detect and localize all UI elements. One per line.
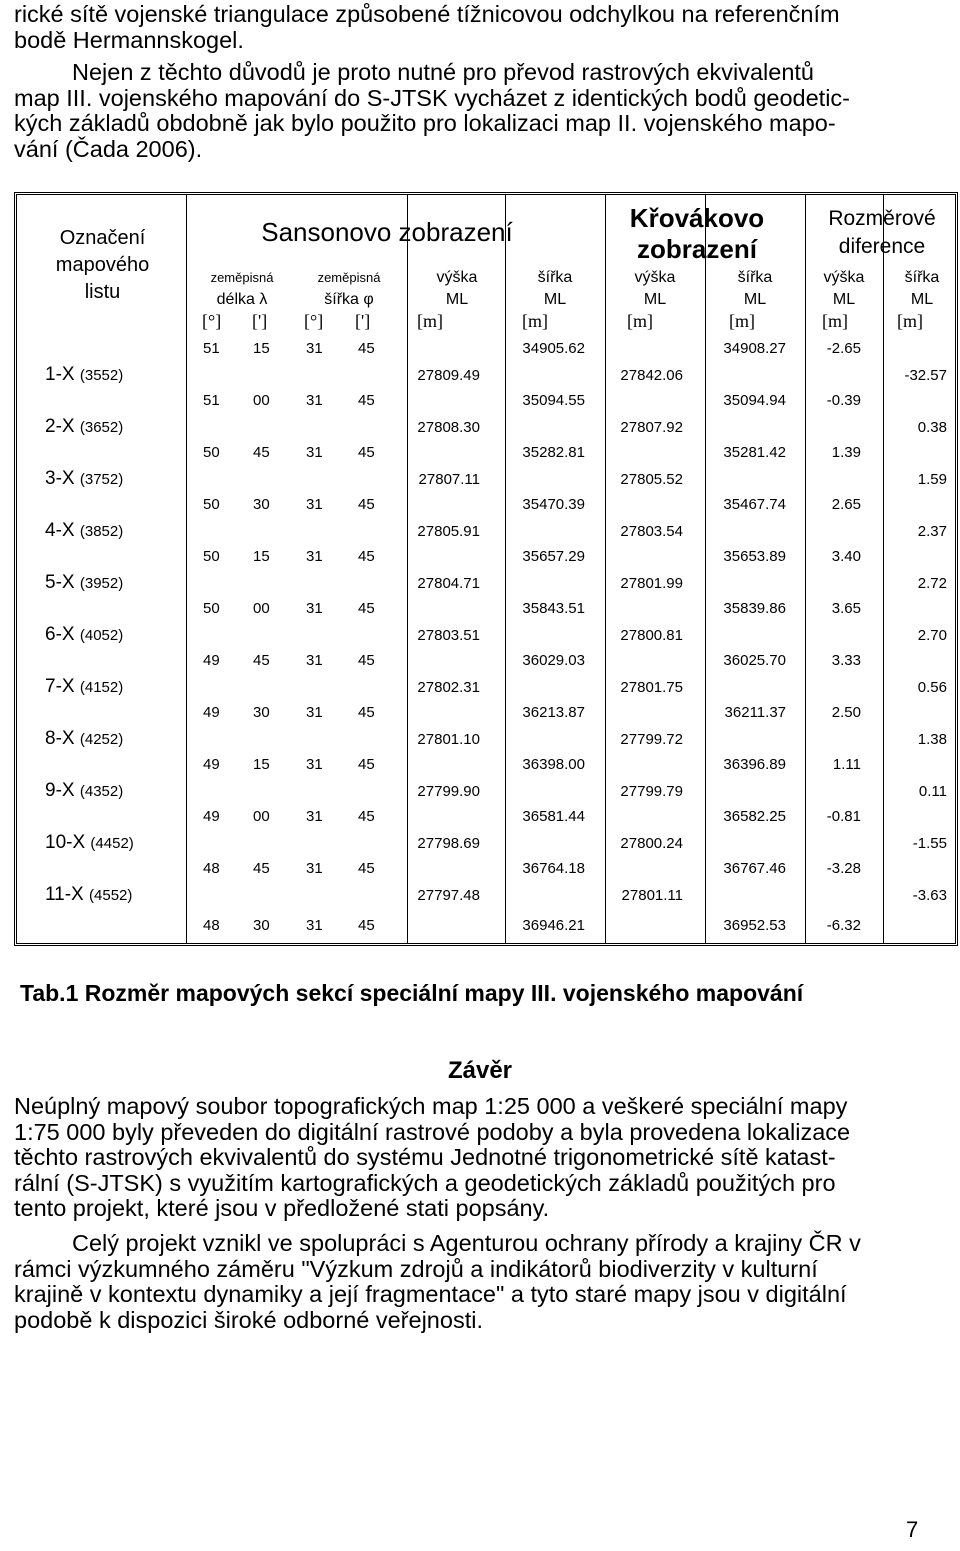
- sanson-height-value: 27801.10: [417, 731, 480, 748]
- width-difference-value: -1.55: [912, 835, 947, 852]
- corner-longitude-deg: 50: [203, 496, 220, 513]
- intro-paragraph-2: [14, 60, 944, 162]
- text-line: 1:75 000 byly převeden do digitální rastrové podoby a byla provedena lokalizace: [14, 1118, 851, 1145]
- corner-longitude-min: 00: [253, 808, 270, 825]
- text-line: Celý projekt vznikl ve spolupráci s Agenturou ochrany přírody a krajiny ČR v: [72, 1230, 861, 1256]
- text-line: Nejen z těchto důvodů je proto nutné pro převod rastrových ekvivalentů: [72, 59, 814, 85]
- krovak-height-value: 27801.99: [620, 575, 683, 592]
- width-difference-value: 1.38: [917, 731, 947, 748]
- corner-latitude-deg: 31: [306, 496, 323, 513]
- column-divider: [186, 195, 187, 943]
- unit-label: [m]: [729, 311, 755, 331]
- corner-latitude-deg: 31: [306, 600, 323, 617]
- sanson-height-value: 27798.69: [417, 835, 480, 852]
- corner-latitude-min: 45: [358, 704, 375, 721]
- corner-longitude-deg: 51: [203, 340, 220, 357]
- column-subheader: [505, 267, 605, 311]
- sanson-width-value: 35657.29: [522, 548, 585, 565]
- unit-label: [m]: [822, 311, 848, 331]
- intro-paragraph-1: [14, 2, 944, 53]
- height-difference-value: -0.81: [826, 808, 861, 825]
- map-sections-table: [14, 192, 958, 946]
- sanson-width-value: 36029.03: [522, 652, 585, 669]
- sanson-width-value: 35843.51: [522, 600, 585, 617]
- sanson-height-value: 27808.30: [417, 419, 480, 436]
- krovak-width-value: 36767.46: [723, 860, 786, 877]
- krovak-height-value: 27801.75: [620, 679, 683, 696]
- sheet-code: (4052): [79, 627, 124, 644]
- text-line: map III. vojenského mapování do S-JTSK vycházet z identických bodů geodetic-: [14, 84, 850, 111]
- text-line: tento projekt, které jsou v předložené stati popsány.: [14, 1195, 550, 1222]
- subheader-text: šířka: [737, 269, 773, 286]
- sheet-name: 1-X: [45, 364, 75, 385]
- column-subheader: [705, 267, 805, 311]
- unit-label: [°]: [202, 311, 222, 331]
- width-difference-value: 2.72: [917, 575, 947, 592]
- corner-longitude-min: 30: [253, 917, 270, 934]
- sanson-height-value: 27805.91: [417, 523, 480, 540]
- corner-latitude-min: 45: [358, 392, 375, 409]
- corner-latitude-deg: 31: [306, 392, 323, 409]
- header-text: diference: [838, 235, 926, 258]
- subheader-text: ML: [445, 291, 469, 308]
- width-difference-value: -32.57: [904, 367, 947, 384]
- sheet-row-label: [45, 728, 123, 751]
- text-line: vání (Čada 2006).: [14, 135, 203, 162]
- subheader-text: výška: [634, 269, 676, 286]
- sheet-row-label: [45, 520, 123, 543]
- section-heading: Závěr: [447, 1057, 513, 1084]
- subheader-text: výška: [823, 269, 865, 286]
- sheet-name: 7-X: [45, 676, 75, 697]
- sheet-row-label: [45, 572, 123, 595]
- krovak-height-value: 27807.92: [620, 419, 683, 436]
- subheader-text: zeměpisná: [317, 270, 381, 285]
- krovak-width-value: 36025.70: [723, 652, 786, 669]
- conclusion-paragraph-2: [14, 1231, 944, 1333]
- sanson-height-value: 27797.48: [417, 887, 480, 904]
- text-line: Neúplný mapový soubor topografických map 1:25 000 a veškeré speciální mapy: [14, 1093, 848, 1119]
- krovak-width-value: 35094.94: [723, 392, 786, 409]
- corner-latitude-min: 45: [358, 444, 375, 461]
- header-text: Označení: [59, 227, 146, 249]
- header-text: Křovákovo: [629, 203, 765, 233]
- corner-longitude-min: 15: [253, 756, 270, 773]
- krovak-width-value: 36396.89: [723, 756, 786, 773]
- corner-latitude-min: 45: [358, 548, 375, 565]
- corner-latitude-min: 45: [358, 340, 375, 357]
- corner-longitude-deg: 50: [203, 600, 220, 617]
- corner-latitude-deg: 31: [306, 704, 323, 721]
- sheet-code: (3752): [79, 471, 124, 488]
- text-line: rální (S-JTSK) s využitím kartografických a geodetických základů použitých pro: [14, 1169, 836, 1196]
- column-subheader: [605, 267, 705, 311]
- subheader-text: ML: [643, 291, 667, 308]
- sanson-width-value: 36946.21: [522, 917, 585, 934]
- corner-longitude-min: 30: [253, 496, 270, 513]
- sanson-height-value: 27804.71: [417, 575, 480, 592]
- corner-latitude-min: 45: [358, 860, 375, 877]
- subheader-text: šířka: [537, 269, 573, 286]
- sanson-width-value: 35470.39: [522, 496, 585, 513]
- column-subheader: [197, 267, 287, 311]
- krovak-width-value: 35281.42: [723, 444, 786, 461]
- header-text: zobrazení: [637, 234, 757, 264]
- corner-latitude-deg: 31: [306, 808, 323, 825]
- unit-label: [']: [355, 311, 371, 331]
- subheader-text: šířka φ: [324, 291, 374, 308]
- unit-label: [m]: [522, 311, 548, 331]
- unit-label: [m]: [897, 311, 923, 331]
- corner-longitude-min: 00: [253, 600, 270, 617]
- sheet-name: 9-X: [45, 780, 75, 801]
- corner-latitude-deg: 31: [306, 548, 323, 565]
- unit-label: [m]: [417, 311, 443, 331]
- corner-longitude-deg: 51: [203, 392, 220, 409]
- sheet-name: 8-X: [45, 728, 75, 749]
- subheader-text: výška: [436, 269, 478, 286]
- corner-longitude-deg: 48: [203, 860, 220, 877]
- unit-label: [']: [252, 311, 268, 331]
- sheet-name: 2-X: [45, 416, 75, 437]
- width-difference-value: 2.37: [917, 523, 947, 540]
- sheet-row-label: [45, 364, 123, 387]
- sheet-label-header: [25, 225, 180, 306]
- krovak-height-value: 27805.52: [620, 471, 683, 488]
- text-line: podobě k dispozici široké odborné veřejnosti.: [14, 1306, 483, 1333]
- width-difference-value: -3.63: [912, 887, 947, 904]
- corner-latitude-min: 45: [358, 808, 375, 825]
- width-difference-value: 0.38: [917, 419, 947, 436]
- width-difference-value: 1.59: [917, 471, 947, 488]
- corner-longitude-deg: 49: [203, 704, 220, 721]
- height-difference-value: 3.40: [831, 548, 861, 565]
- sanson-height-value: 27809.49: [417, 367, 480, 384]
- subheader-text: ML: [743, 291, 767, 308]
- sheet-code: (3652): [79, 419, 124, 436]
- krovak-height-value: 27801.11: [621, 887, 683, 904]
- corner-latitude-min: 45: [358, 652, 375, 669]
- sheet-code: (4352): [79, 783, 124, 800]
- corner-longitude-min: 15: [253, 340, 270, 357]
- krovak-width-value: 35653.89: [723, 548, 786, 565]
- krovak-width-value: 35467.74: [723, 496, 786, 513]
- sanson-width-value: 36213.87: [522, 704, 585, 721]
- width-difference-value: 0.56: [917, 679, 947, 696]
- sheet-row-label: [45, 884, 132, 907]
- krovak-height-value: 27799.72: [620, 731, 683, 748]
- sheet-code: (4452): [90, 835, 134, 852]
- krovak-height-value: 27800.24: [620, 835, 683, 852]
- column-subheader: [304, 267, 394, 311]
- subheader-text: ML: [543, 291, 567, 308]
- krovak-width-value: 35839.86: [723, 600, 786, 617]
- corner-longitude-min: 45: [253, 860, 270, 877]
- corner-longitude-deg: 50: [203, 548, 220, 565]
- corner-latitude-min: 45: [358, 756, 375, 773]
- corner-latitude-deg: 31: [306, 917, 323, 934]
- sheet-row-label: [45, 780, 123, 803]
- corner-longitude-deg: 49: [203, 808, 220, 825]
- sheet-row-label: [45, 468, 123, 491]
- sheet-row-label: [45, 676, 123, 699]
- height-difference-value: -3.28: [826, 860, 861, 877]
- height-difference-value: -2.65: [826, 340, 861, 357]
- sanson-width-value: 35282.81: [522, 444, 585, 461]
- krovak-header: [607, 203, 787, 265]
- sanson-width-value: 35094.55: [522, 392, 585, 409]
- corner-longitude-min: 45: [253, 444, 270, 461]
- subheader-text: šířka: [904, 269, 940, 286]
- height-difference-value: 2.50: [831, 704, 861, 721]
- height-difference-value: 1.11: [832, 756, 861, 773]
- column-subheader: [407, 267, 507, 311]
- corner-latitude-deg: 31: [306, 340, 323, 357]
- height-difference-value: 2.65: [831, 496, 861, 513]
- corner-longitude-min: 45: [253, 652, 270, 669]
- krovak-height-value: 27800.81: [620, 627, 683, 644]
- sheet-name: 11-X: [45, 884, 84, 905]
- conclusion-paragraph-1: [14, 1094, 944, 1222]
- corner-latitude-deg: 31: [306, 860, 323, 877]
- sheet-name: 10-X: [45, 832, 86, 853]
- subheader-text: zeměpisná: [210, 270, 274, 285]
- krovak-height-value: 27799.79: [620, 783, 683, 800]
- height-difference-value: 3.65: [831, 600, 861, 617]
- sanson-width-value: 36398.00: [522, 756, 585, 773]
- unit-label: [m]: [627, 311, 653, 331]
- column-subheader: [883, 267, 960, 311]
- sheet-name: 6-X: [45, 624, 75, 645]
- corner-longitude-deg: 49: [203, 756, 220, 773]
- corner-longitude-deg: 49: [203, 652, 220, 669]
- sanson-height-value: 27802.31: [417, 679, 480, 696]
- sheet-name: 4-X: [45, 520, 75, 541]
- height-difference-value: 1.39: [831, 444, 861, 461]
- corner-longitude-min: 15: [253, 548, 270, 565]
- sheet-code: (3952): [79, 575, 124, 592]
- krovak-width-value: 36582.25: [723, 808, 786, 825]
- header-text: mapového: [55, 254, 150, 276]
- height-difference-value: -0.39: [826, 392, 861, 409]
- sheet-name: 3-X: [45, 468, 75, 489]
- sheet-code: (3552): [79, 367, 124, 384]
- corner-latitude-deg: 31: [306, 652, 323, 669]
- corner-latitude-min: 45: [358, 600, 375, 617]
- krovak-width-value: 36211.37: [724, 704, 786, 721]
- width-difference-value: 2.70: [917, 627, 947, 644]
- sheet-row-label: [45, 832, 134, 855]
- sanson-height-value: 27799.90: [417, 783, 480, 800]
- subheader-text: ML: [832, 291, 856, 308]
- page-number: 7: [906, 1517, 919, 1542]
- krovak-width-value: 34908.27: [723, 340, 786, 357]
- corner-latitude-deg: 31: [306, 444, 323, 461]
- subheader-text: délka λ: [216, 291, 268, 308]
- sheet-code: (3852): [79, 523, 124, 540]
- sheet-code: (4552): [89, 887, 133, 904]
- sheet-row-label: [45, 624, 123, 647]
- corner-longitude-min: 30: [253, 704, 270, 721]
- width-difference-value: 0.11: [918, 783, 947, 800]
- sanson-height-value: 27807.11: [418, 471, 480, 488]
- corner-latitude-min: 45: [358, 496, 375, 513]
- sanson-width-value: 36581.44: [522, 808, 585, 825]
- sheet-name: 5-X: [45, 572, 75, 593]
- sanson-header: Sansonovo zobrazení: [261, 217, 513, 247]
- corner-longitude-deg: 50: [203, 444, 220, 461]
- sheet-code: (4152): [79, 679, 124, 696]
- sheet-row-label: [45, 416, 123, 439]
- krovak-height-value: 27842.06: [620, 367, 683, 384]
- corner-latitude-min: 45: [358, 917, 375, 934]
- header-text: Rozměrové: [828, 207, 936, 230]
- subheader-text: ML: [910, 291, 934, 308]
- text-line: bodě Hermannskogel.: [14, 26, 244, 53]
- sanson-width-value: 34905.62: [522, 340, 585, 357]
- text-line: rámci výzkumného záměru "Výzkum zdrojů a indikátorů biodiverzity v kulturní: [14, 1255, 818, 1282]
- sheet-code: (4252): [79, 731, 124, 748]
- krovak-width-value: 36952.53: [723, 917, 786, 934]
- height-difference-value: 3.33: [831, 652, 861, 669]
- text-line: krajině v kontextu dynamiky a její fragmentace" a tyto staré mapy jsou v digitální: [14, 1281, 847, 1308]
- text-line: rické sítě vojenské triangulace způsobené tížnicovou odchylkou na referenčním: [14, 1, 840, 27]
- unit-label: [°]: [304, 311, 324, 331]
- header-text: listu: [84, 281, 121, 303]
- text-line: těchto rastrových ekvivalentů do systému Jednotné trigonometrické sítě katast-: [14, 1144, 836, 1171]
- difference-header: [807, 205, 957, 261]
- corner-longitude-deg: 48: [203, 917, 220, 934]
- height-difference-value: -6.32: [826, 917, 861, 934]
- column-subheader: [805, 267, 883, 311]
- corner-latitude-deg: 31: [306, 756, 323, 773]
- krovak-height-value: 27803.54: [620, 523, 683, 540]
- sanson-width-value: 36764.18: [522, 860, 585, 877]
- table-caption: Tab.1 Rozměr mapových sekcí speciální mapy III. vojenského mapování: [20, 980, 804, 1006]
- text-line: kých základů obdobně jak bylo použito pro lokalizaci map II. vojenského mapo-: [14, 110, 836, 137]
- sanson-height-value: 27803.51: [417, 627, 480, 644]
- corner-longitude-min: 00: [253, 392, 270, 409]
